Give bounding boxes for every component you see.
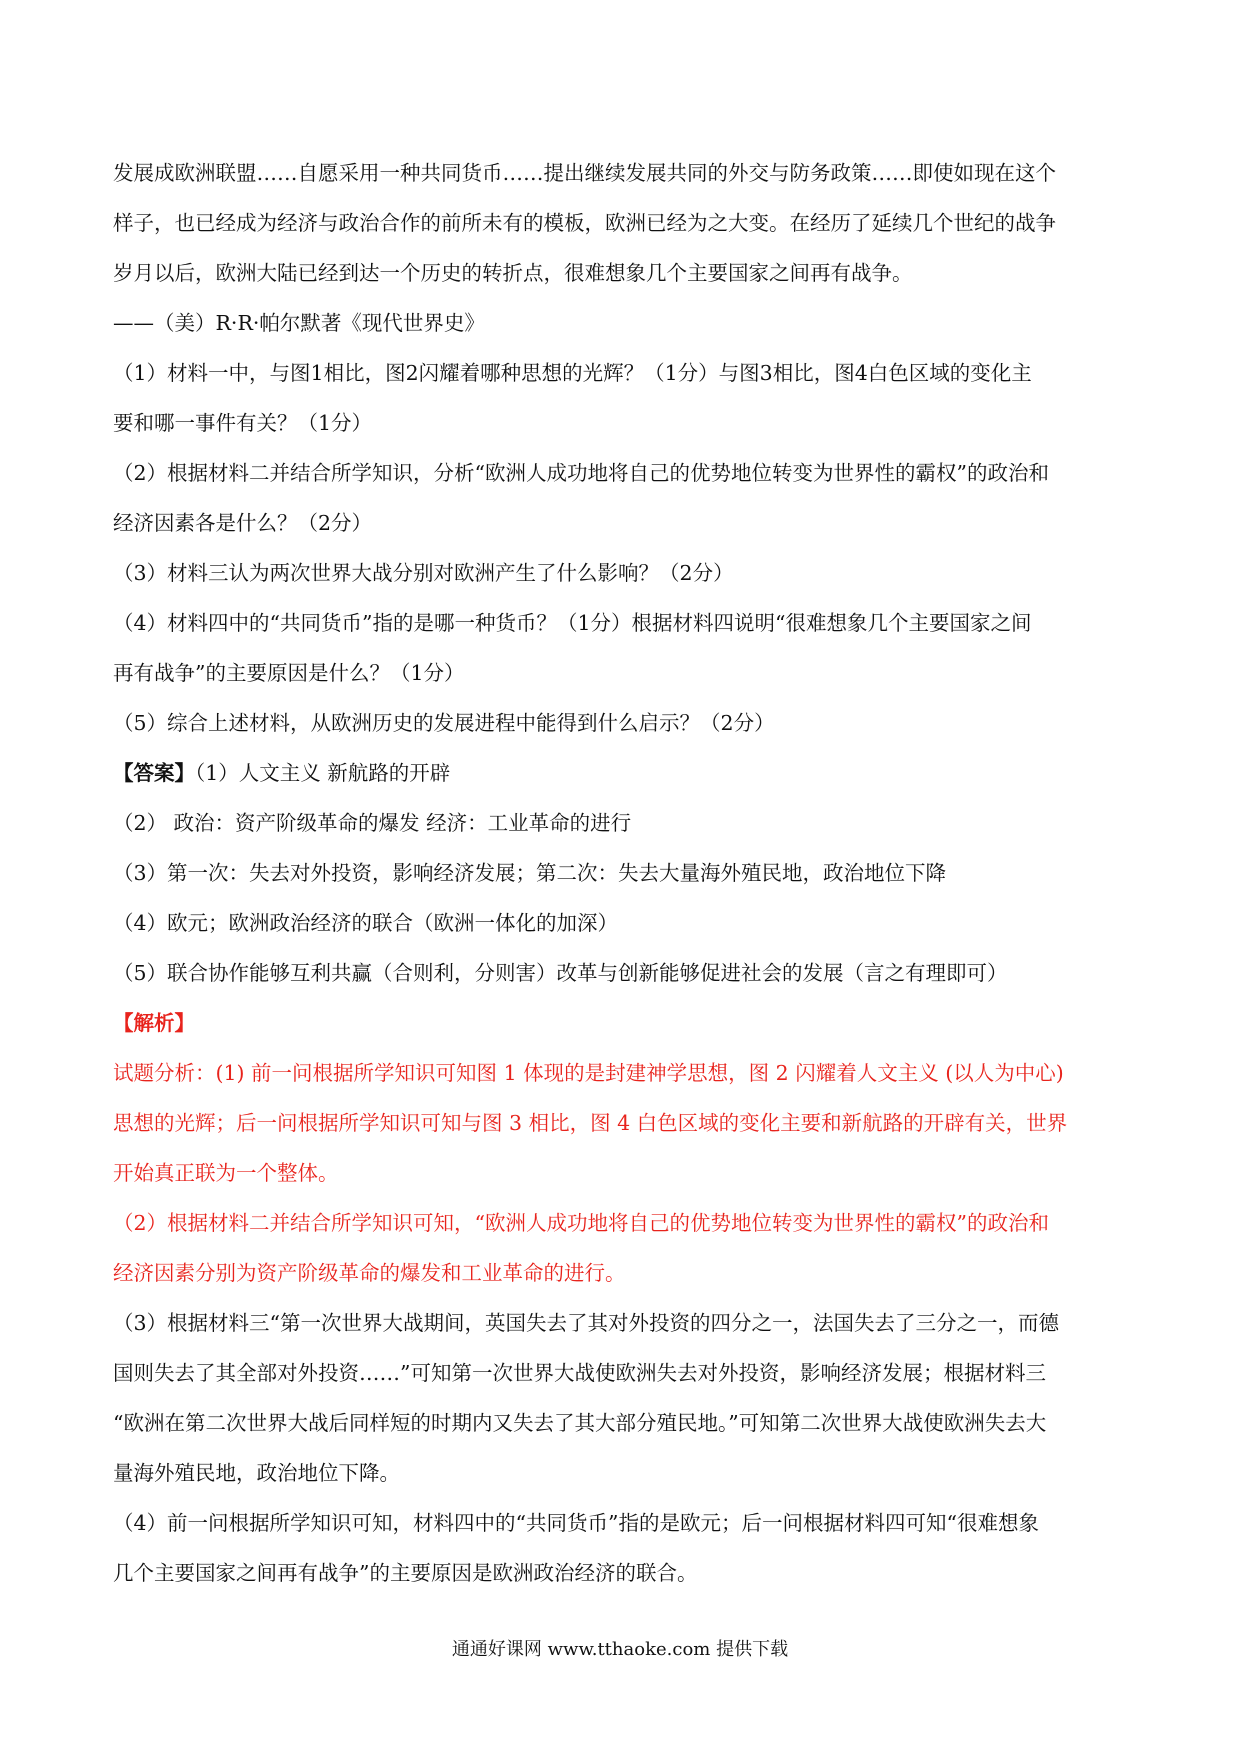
question-line: 经济因素各是什么？（2分） [113, 511, 373, 535]
passage-line-1: 发展成欧洲联盟……自愿采用一种共同货币……提出继续发展共同的外交与防务政策……即使如现在这个 [113, 161, 1056, 185]
analysis-red-line: 试题分析：(1) 前一问根据所学知识可知图 1 体现的是封建神学思想，图 2 闪耀着人文主义 (以人为中心) [113, 1061, 1064, 1085]
passage-line-2: 样子，也已经成为经济与政治合作的前所未有的模板，欧洲已经为之大变。在经历了延续几个世纪的战争 [113, 211, 1056, 235]
analysis-line: 国则失去了其全部对外投资……”可知第一次世界大战使欧洲失去对外投资，影响经济发展；根据材料三 [113, 1361, 1046, 1385]
analysis-line: “欧洲在第二次世界大战后同样短的时期内又失去了其大部分殖民地。”可知第二次世界大战使欧洲失去大 [113, 1411, 1047, 1435]
question-line: （2）根据材料二并结合所学知识，分析“欧洲人成功地将自己的优势地位转变为世界性的霸权”的政治和 [113, 461, 1050, 485]
answer-item: （3）第一次：失去对外投资，影响经济发展；第二次：失去大量海外殖民地，政治地位下降 [113, 861, 947, 885]
answer-item-1: （1）人文主义 新航路的开辟 [195, 761, 451, 785]
analysis-red-line: 经济因素分别为资产阶级革命的爆发和工业革命的进行。 [113, 1261, 626, 1285]
passage-source: ——（美）R·R·帕尔默著《现代世界史》 [113, 311, 485, 335]
analysis-line: （3）根据材料三“第一次世界大战期间，英国失去了其对外投资的四分之一，法国失去了三分之一，而德 [113, 1311, 1060, 1335]
analysis-label: 【解析】 [113, 1011, 195, 1035]
analysis-red-line: 思想的光辉；后一问根据所学知识可知与图 3 相比，图 4 白色区域的变化主要和新航路的开辟有关，世界 [113, 1111, 1068, 1135]
question-line: （5）综合上述材料，从欧洲历史的发展进程中能得到什么启示？（2分） [113, 711, 775, 735]
question-line: （3）材料三认为两次世界大战分别对欧洲产生了什么影响？（2分） [113, 561, 734, 585]
analysis-line: 几个主要国家之间再有战争”的主要原因是欧洲政治经济的联合。 [113, 1561, 698, 1585]
analysis-line: （4）前一问根据所学知识可知，材料四中的“共同货币”指的是欧元；后一问根据材料四可知“很难想象 [113, 1511, 1039, 1535]
answer-item: （5）联合协作能够互利共赢（合则利，分则害）改革与创新能够促进社会的发展（言之有理即可） [113, 961, 1008, 985]
analysis-line: 量海外殖民地，政治地位下降。 [113, 1461, 400, 1485]
analysis-red-line: 开始真正联为一个整体。 [113, 1161, 339, 1185]
passage-line-3: 岁月以后，欧洲大陆已经到达一个历史的转折点，很难想象几个主要国家之间再有战争。 [113, 261, 913, 285]
page-footer: 通通好课网 www.tthaoke.com 提供下载 [451, 1639, 789, 1660]
question-line: 要和哪一事件有关？（1分） [113, 411, 373, 435]
question-line: （1）材料一中，与图1相比，图2闪耀着哪种思想的光辉？（1分）与图3相比，图4白色区域的变化主 [113, 361, 1032, 385]
answer-first-line [113, 748, 1133, 798]
answer-item: （2） 政治：资产阶级革命的爆发 经济：工业革命的进行 [113, 811, 632, 835]
question-line: 再有战争”的主要原因是什么？（1分） [113, 661, 465, 685]
answer-item: （4）欧元；欧洲政治经济的联合（欧洲一体化的加深） [113, 911, 619, 935]
answer-label: 【答案】 [113, 761, 195, 785]
analysis-red-line: （2）根据材料二并结合所学知识可知，“欧洲人成功地将自己的优势地位转变为世界性的霸权”的政治和 [113, 1211, 1050, 1235]
question-line: （4）材料四中的“共同货币”指的是哪一种货币？（1分）根据材料四说明“很难想象几个主要国家之间 [113, 611, 1032, 635]
document-body [113, 148, 1133, 1598]
